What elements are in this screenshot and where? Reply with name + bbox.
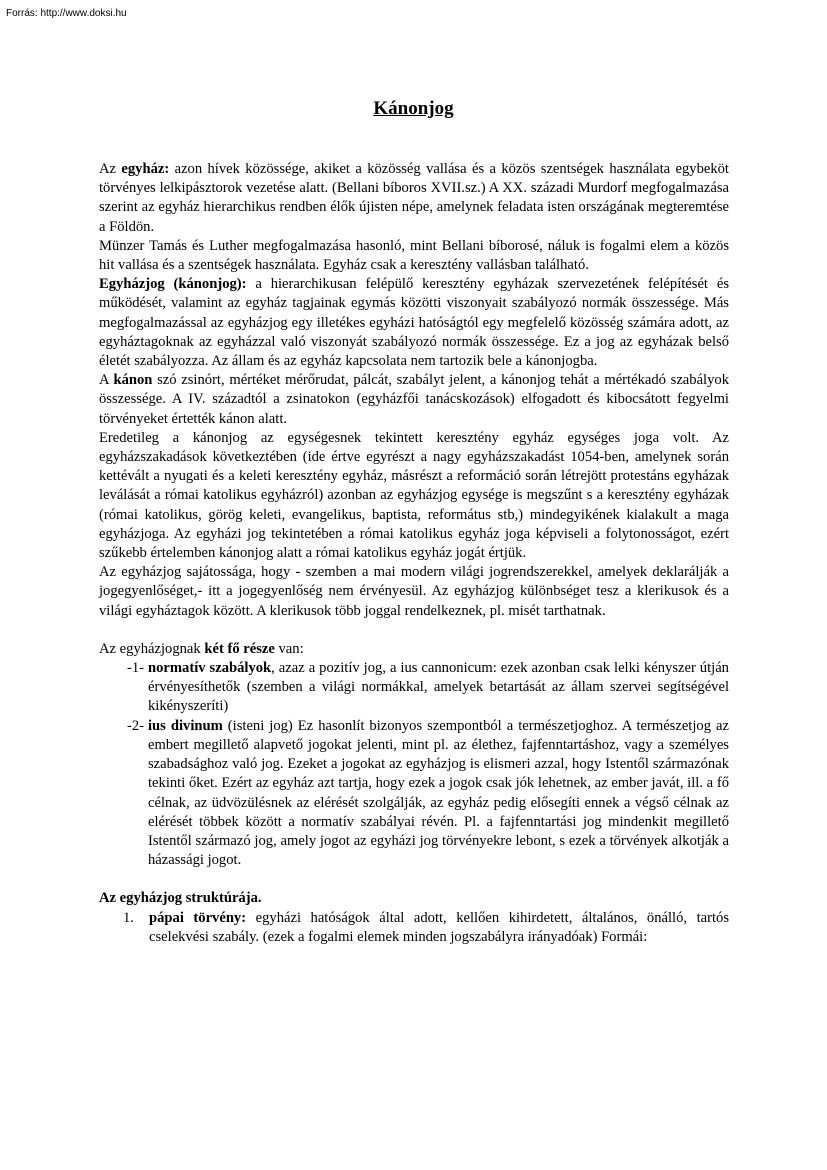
list-item [99, 717, 729, 871]
term: ius divinum [148, 717, 223, 734]
spacer [99, 870, 729, 889]
section-heading: Az egyházjog struktúrája. [99, 890, 262, 907]
list-item [99, 659, 729, 717]
paragraph-egyhaz [99, 160, 729, 237]
text: , azaz a pozitív jog, a ius cannonicum: ezek azonban csak lelki kényszer útján érvényesíthetők (szemben a világi normákkal, amelyek betartását az állam szervei segítségével kikényszeríti) [148, 660, 729, 715]
list-number: 1. [123, 909, 134, 926]
list-item-text [148, 659, 729, 717]
source-line: Forrás: http://www.doksi.hu [6, 8, 127, 19]
text: azon hívek közössége, akiket a közösség vallása és a közös szentségek használata egybeköt törvényes lelkipásztorok vezetése alatt. (Bellani bíboros XVII.sz.) A XX. századi Murdorf megfogalmazása szerint az egyház hierarchikus rendben élők újisten népe, amelynek feladata isten országának megteremtése a Földön. [99, 161, 729, 235]
term-kanon: kánon [113, 372, 153, 389]
list-number: -1- [126, 660, 144, 677]
spacer [99, 621, 729, 640]
text: A [99, 372, 114, 389]
paragraph-kanon [99, 371, 729, 429]
term: normatív szabályok [148, 660, 272, 677]
list-number: -2- [126, 717, 144, 734]
text: a hierarchikusan felépülő keresztény egyházak szervezetének felépítését és működését, valamint az egyház tagjainak egymás közötti viszonyait szabályozó normák összessége. Más megfogalmazással az egyházjog egy illetékes egyházi hatóságtól egy megfelelő közösség számára adott, az egyháztagoknak az egyházzal való viszonyát szabályozó normák összessége. Ez a jog az egyházak belső életét szabályozza. Az állam és az egyház kapcsolata nem tartozik bele a kánonjogba. [99, 276, 730, 370]
list-item [99, 909, 729, 947]
paragraph-sajatossag: Az egyházjog sajátossága, hogy - szemben a mai modern világi jogrendszerekkel, amelyek deklarálják a jogegyenlőséget,- itt a jogegyenlőség nem érvényesül. Az egyházjog különbséget tesz a klerikusok és a világi egyháztagok között. A klerikusok több joggal rendelkeznek, pl. misét tarthatnak. [99, 564, 729, 619]
paragraph-parts-intro [99, 640, 729, 659]
text: Az egyházjognak [99, 640, 205, 657]
paragraph-munzer: Münzer Tamás és Luther megfogalmazása hasonló, mint Bellani bíborosé, náluk is fogalmi elem a közös hit vallása és a szentségek használata. Egyház csak a keresztény vallásban található. [99, 237, 729, 274]
paragraph-eredetileg: Eredetileg a kánonjog az egységesnek tekintett keresztény egyház egységes joga volt. Az egyházszakadások következtében (ide értve egyrészt a nagy egyházszakadást 1054-ben, amelynek során kettévált a nyugati és a keleti keresztény egyház, másrészt a reformáció során létrejött protestáns egyházak leválását a római katolikus egyházról) azonban az egyházjog egysége is megszűnt s a keresztény egyházak (római katolikus, görög keleti, evangelikus, baptista, református stb,) mindegyikének kialakult a maga egyházjoga. Az egyházi jog tekintetében a római katolikus egyház joga képviseli a folytonosságot, ezért szűkebb értelemben kánonjog alatt a római katolikus egyház jogát értjük. [99, 429, 729, 562]
term-ket-fo-resze: két fő része [204, 640, 275, 657]
text: egyházi hatóságok által adott, kellően kihirdetett, általános, önálló, tartós cselekvési szabály. (ezek a fogalmi elemek minden jogszabályra irányadóak) Formái: [149, 909, 729, 945]
list-item-text [149, 909, 729, 947]
term-egyhazjog: Egyházjog (kánonjog): [99, 276, 247, 293]
page-title: Kánonjog [373, 98, 454, 119]
text: (isteni jog) Ez hasonlít bizonyos szempontból a természetjoghoz. A természetjog az embert megillető alapvető jogokat jelenti, mint pl. az élethez, fajfenntartáshoz, vagy a személyes szabadsághoz való jog. Ezeket a jogokat az egyházjog is elismeri azzal, hogy Istentől származónak tekinti őket. Ezért az egyház azt tartja, hogy ezek a jogok csak jók lehetnek, az ember javát, ill. a fő célnak, az üdvözülésnek az elérését szolgálják, az egyház pedig elősegíti ennek a végső célnak az elérését többek között a normatív szabályai révén. Pl. a fajfenntartási jog mindenkit megillető Istentől származó jog, amely jogot az egyházi jog törvényekre lebont, s ezek a törvények alkotják a házassági jogot. [148, 717, 729, 869]
term-egyhaz: egyház: [121, 161, 170, 177]
document-body [99, 160, 729, 947]
term: pápai törvény: [149, 909, 247, 926]
text: van: [274, 640, 304, 657]
text: Az [99, 161, 122, 177]
text: szó zsinórt, mértéket mérőrudat, pálcát, szabályt jelent, a kánonjog tehát a mértékadó szabályok összessége. A IV. századtól a zsinatokon (egyházfői tanácskozások) elfogadott és kibocsátott fegyelmi törvényeket értették kánon alatt. [99, 372, 730, 427]
list-item-text [148, 717, 729, 871]
paragraph-egyhazjog [99, 275, 729, 371]
